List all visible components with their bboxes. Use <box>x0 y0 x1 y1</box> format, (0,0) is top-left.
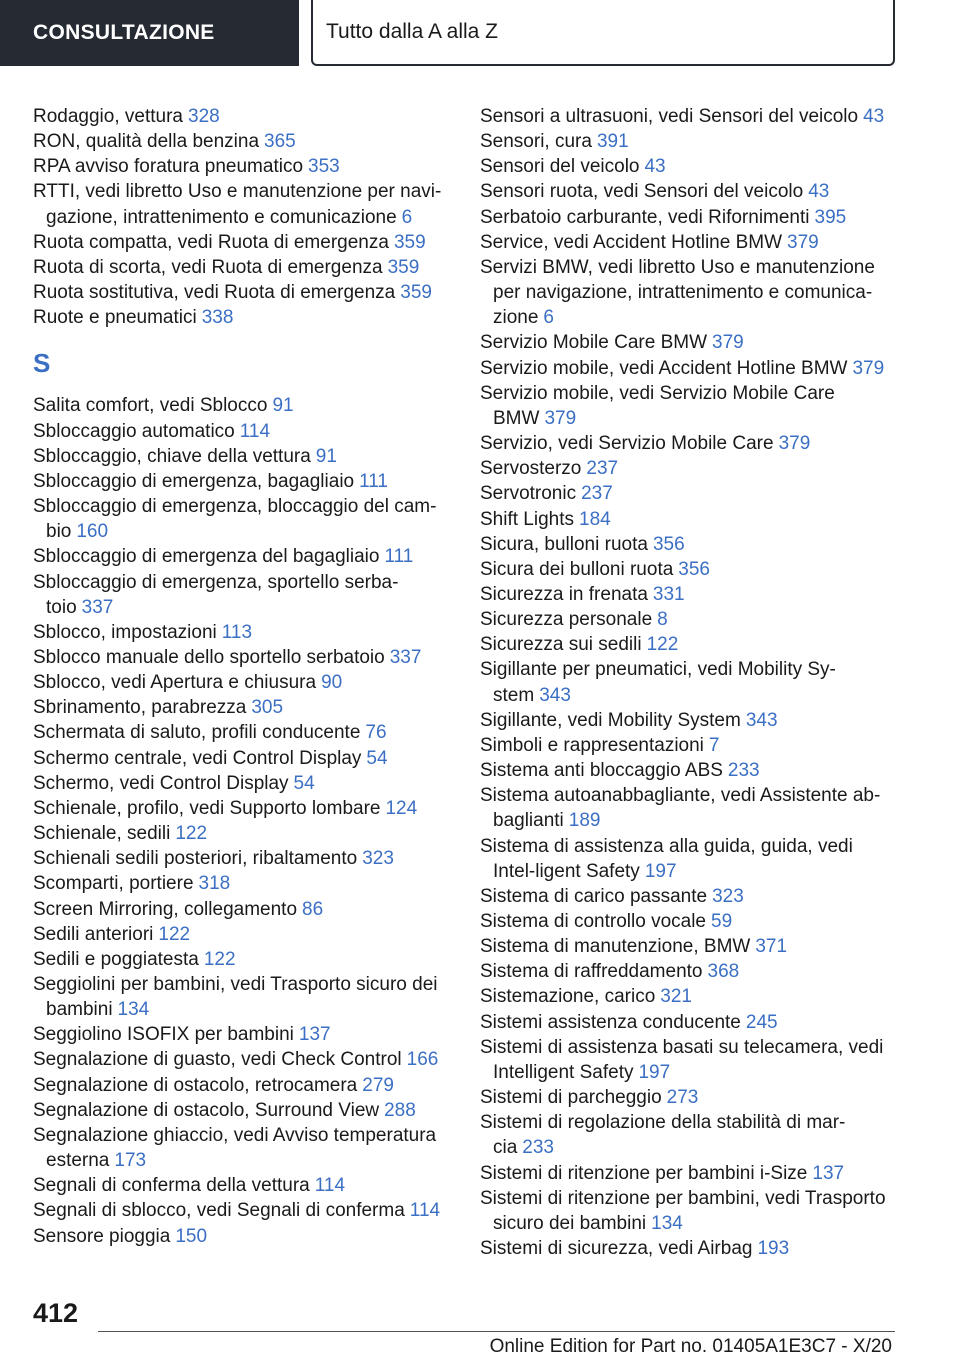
index-entry-label: Sigillante per pneumatici, vedi Mobility Sy‐stem <box>480 659 836 706</box>
index-entry-label: Schermata di saluto, profili conducente <box>33 722 361 744</box>
index-entry-page-link[interactable]: 379 <box>852 357 885 379</box>
index-entry <box>480 255 900 330</box>
index-entry <box>480 783 900 833</box>
index-entry-label: Screen Mirroring, collegamento <box>33 898 298 920</box>
index-entry-page-link[interactable]: 111 <box>384 546 414 568</box>
index-entry-label: Sistema di carico passante <box>480 885 708 907</box>
index-entry-label: Sistema di raffreddamento <box>480 961 703 983</box>
index-entry-page-link[interactable]: 86 <box>302 898 324 920</box>
index-entry-page-link[interactable]: 245 <box>745 1011 778 1033</box>
index-entry-label: Sblocco, impostazioni <box>33 621 217 643</box>
index-entry <box>33 129 453 154</box>
index-entry-page-link[interactable]: 137 <box>812 1162 845 1184</box>
index-entry <box>480 431 900 456</box>
index-entry-page-link[interactable]: 368 <box>707 961 740 983</box>
index-entry-label: Sistemi di sicurezza, vedi Airbag <box>480 1238 753 1260</box>
index-entry <box>33 570 453 620</box>
index-entry <box>33 179 453 229</box>
index-entry-label: Segnalazione di ostacolo, retrocamera <box>33 1074 358 1096</box>
index-entry-label: Sbloccaggio di emergenza, bloccaggio del cam‐bio <box>33 496 437 543</box>
index-entry-page-link[interactable]: 43 <box>644 156 666 178</box>
index-entry-page-link[interactable]: 379 <box>778 433 811 455</box>
index-entry <box>33 746 453 771</box>
index-entry-page-link[interactable]: 379 <box>787 231 819 253</box>
index-entry-page-link[interactable]: 379 <box>712 332 744 354</box>
index-entry-page-link[interactable]: 356 <box>678 558 710 580</box>
index-entry-page-link[interactable]: 59 <box>711 911 733 932</box>
index-entry <box>33 1198 453 1223</box>
index-entry <box>33 1022 453 1047</box>
index-entry <box>33 444 453 469</box>
index-entry <box>33 846 453 871</box>
index-entry <box>480 1186 900 1236</box>
index-entry-page-link[interactable]: 7 <box>708 734 720 756</box>
index-entry-label: Ruota sostitutiva, vedi Ruota di emergenza <box>33 282 396 304</box>
index-entry-page-link[interactable]: 197 <box>644 860 677 882</box>
index-entry-page-link[interactable]: 76 <box>365 722 387 744</box>
index-entry-label: Sbloccaggio di emergenza del bagagliaio <box>33 546 380 568</box>
index-entry-label: Sicura, bulloni ruota <box>480 533 648 555</box>
index-entry-label: Servizi BMW, vedi libretto Uso e manutenzione per navigazione, intrattenimento e comunica‐zione <box>480 256 875 329</box>
index-entry <box>480 758 900 783</box>
index-entry-page-link[interactable]: 233 <box>522 1137 554 1159</box>
index-entry-page-link[interactable]: 371 <box>755 936 788 958</box>
index-entry-page-link[interactable]: 356 <box>652 533 685 555</box>
index-entry <box>480 330 900 355</box>
index-entry-page-link[interactable]: 237 <box>586 458 619 480</box>
index-entry-page-link[interactable]: 150 <box>175 1225 208 1247</box>
page-number: 412 <box>33 1298 79 1328</box>
index-entry-label: Schermo centrale, vedi Control Display <box>33 747 362 769</box>
index-entry-page-link[interactable]: 90 <box>321 672 343 694</box>
index-entry-label: Sensore pioggia <box>33 1225 171 1247</box>
index-entry-page-link[interactable]: 91 <box>315 445 337 467</box>
index-entry-page-link[interactable]: 337 <box>389 646 422 668</box>
index-entry-page-link[interactable]: 114 <box>314 1175 346 1197</box>
index-entry-label: Segnalazione di ostacolo, Surround View <box>33 1099 380 1121</box>
index-entry <box>480 230 900 255</box>
index-entry-label: Seggiolini per bambini, vedi Trasporto sicuro dei bambini <box>33 974 438 1021</box>
index-entry-page-link[interactable]: 54 <box>366 747 388 769</box>
index-entry-label: Ruota di scorta, vedi Ruota di emergenza <box>33 256 383 278</box>
index-entry-page-link[interactable]: 137 <box>298 1024 331 1046</box>
index-entry <box>480 959 900 984</box>
index-entry-label: Servizio, vedi Servizio Mobile Care <box>480 433 774 455</box>
index-entry <box>480 205 900 230</box>
index-entry-label: Sbrinamento, parabrezza <box>33 697 247 719</box>
index-entry-page-link[interactable]: 122 <box>203 948 236 970</box>
index-entry <box>33 1123 453 1173</box>
index-entry-page-link[interactable]: 114 <box>239 420 271 442</box>
section-letter-heading: S <box>33 348 51 379</box>
index-entry-page-link[interactable]: 323 <box>712 885 744 907</box>
index-entry <box>480 657 900 707</box>
index-entry <box>480 1010 900 1035</box>
index-entry-label: Sistemi di ritenzione per bambini, vedi Trasporto sicuro dei bambini <box>480 1187 886 1234</box>
index-entry <box>33 897 453 922</box>
index-entry-label: RPA avviso foratura pneumatico <box>33 156 304 178</box>
index-entry-label: Scomparti, portiere <box>33 873 194 895</box>
index-entry-label: Sistemi di regolazione della stabilità di mar‐cia <box>480 1112 846 1159</box>
index-entry-page-link[interactable]: 305 <box>251 697 284 719</box>
index-entry-label: RON, qualità della benzina <box>33 131 260 153</box>
edition-footer: Online Edition for Part no. 01405A1E3C7 - X/20 <box>489 1336 892 1357</box>
index-entry <box>480 179 900 204</box>
index-entry <box>33 720 453 745</box>
index-entry-label: Segnali di conferma della vettura <box>33 1175 310 1197</box>
index-entry-page-link[interactable]: 134 <box>117 999 150 1021</box>
index-entry <box>480 356 900 381</box>
index-entry-page-link[interactable]: 353 <box>308 156 340 178</box>
index-entry-label: Rodaggio, vettura <box>33 106 183 127</box>
index-entry <box>480 1161 900 1186</box>
index-entry-page-link[interactable]: 321 <box>660 986 692 1008</box>
index-entry-label: Servizio mobile, vedi Servizio Mobile Care BMW <box>480 382 835 429</box>
index-entry-label: Sedili e poggiatesta <box>33 948 199 970</box>
index-entry-label: Sbloccaggio di emergenza, sportello serba‐toio <box>33 571 399 618</box>
index-entry-label: Serbatoio carburante, vedi Rifornimenti <box>480 206 810 228</box>
index-entry-page-link[interactable]: 359 <box>400 282 432 304</box>
index-entry <box>33 1224 453 1249</box>
index-entry-label: Segnalazione di guasto, vedi Check Control <box>33 1049 402 1071</box>
index-entry-page-link[interactable]: 91 <box>272 395 294 417</box>
index-entry-label: Schermo, vedi Control Display <box>33 772 289 794</box>
index-entry-page-link[interactable]: 237 <box>581 483 613 505</box>
index-entry-label: Sedili anteriori <box>33 923 154 945</box>
index-entry-page-link[interactable]: 328 <box>188 106 220 127</box>
index-entry <box>480 984 900 1009</box>
index-entry-label: Service, vedi Accident Hotline BMW <box>480 231 783 253</box>
index-entry <box>480 381 900 431</box>
index-entry-label: Sbloccaggio, chiave della vettura <box>33 445 311 467</box>
index-entry-label: Schienale, sedili <box>33 823 171 845</box>
index-entry-label: Sicurezza personale <box>480 609 653 631</box>
index-entry-page-link[interactable]: 184 <box>579 508 611 530</box>
index-entry <box>480 104 900 129</box>
index-entry-page-link[interactable]: 273 <box>666 1087 699 1109</box>
index-entry-label: Sensori ruota, vedi Sensori del veicolo <box>480 181 804 203</box>
index-entry-page-link[interactable]: 193 <box>757 1238 790 1260</box>
index-entry-label: Servizio Mobile Care BMW <box>480 332 707 354</box>
index-entry <box>33 972 453 1022</box>
index-entry <box>33 255 453 280</box>
footer-divider <box>98 1331 895 1332</box>
index-entry <box>480 1085 900 1110</box>
index-entry <box>33 230 453 255</box>
index-entry-page-link[interactable]: 6 <box>543 307 554 329</box>
index-entry-label: Sicurezza in frenata <box>480 583 648 605</box>
index-group-r <box>33 104 453 330</box>
index-entry-label: Sistemazione, carico <box>480 986 656 1008</box>
index-entry <box>33 104 453 129</box>
index-entry <box>33 393 453 418</box>
index-entry-label: Sistemi assistenza conducente <box>480 1011 741 1033</box>
index-entry-label: Sicura dei bulloni ruota <box>480 558 674 580</box>
index-entry-page-link[interactable]: 43 <box>863 106 885 127</box>
section-tab: CONSULTAZIONE <box>0 0 299 66</box>
index-entry-label: Shift Lights <box>480 508 574 530</box>
index-entry-label: Schienali sedili posteriori, ribaltamento <box>33 848 358 870</box>
index-entry-page-link[interactable]: 122 <box>646 634 679 656</box>
index-entry <box>33 1173 453 1198</box>
index-entry <box>33 620 453 645</box>
index-entry <box>480 1110 900 1160</box>
index-entry-label: Salita comfort, vedi Sblocco <box>33 395 268 417</box>
index-entry-label: Sistema di assistenza alla guida, guida, vedi Intel‐ligent Safety <box>480 835 853 882</box>
index-entry-label: Sensori, cura <box>480 131 592 153</box>
index-entry-page-link[interactable]: 343 <box>745 709 778 731</box>
index-entry-label: Sistema anti bloccaggio ABS <box>480 760 723 782</box>
index-entry-page-link[interactable]: 379 <box>544 407 577 429</box>
index-entry <box>480 632 900 657</box>
index-entry <box>480 557 900 582</box>
index-entry-page-link[interactable]: 343 <box>539 684 571 706</box>
index-entry-page-link[interactable]: 166 <box>406 1049 439 1071</box>
index-entry-label: Sbloccaggio di emergenza, bagagliaio <box>33 470 355 492</box>
index-entry-page-link[interactable]: 338 <box>201 307 234 329</box>
index-entry-label: Schienale, profilo, vedi Supporto lombare <box>33 797 381 819</box>
index-entry-label: Sistemi di assistenza basati su telecamera, vedi Intelligent Safety <box>480 1036 884 1083</box>
index-entry-label: Servizio mobile, vedi Accident Hotline BMW <box>480 357 848 379</box>
index-entry <box>33 1098 453 1123</box>
index-entry-page-link[interactable]: 43 <box>808 181 830 203</box>
index-entry-page-link[interactable]: 323 <box>362 848 394 870</box>
index-entry-page-link[interactable]: 395 <box>814 206 847 228</box>
index-group-s-continued <box>480 104 900 1261</box>
index-entry-label: Sicurezza sui sedili <box>480 634 642 656</box>
index-group-s <box>33 393 453 1248</box>
index-entry <box>33 1047 453 1072</box>
index-entry-label: Sistema di manutenzione, BMW <box>480 936 751 958</box>
index-entry <box>33 280 453 305</box>
index-entry-page-link[interactable]: 331 <box>652 583 685 605</box>
index-entry-label: Sistemi di ritenzione per bambini i-Size <box>480 1162 808 1184</box>
index-entry-page-link[interactable]: 288 <box>384 1099 416 1121</box>
index-entry-label: Sensori del veicolo <box>480 156 640 178</box>
index-entry-label: Servotronic <box>480 483 577 505</box>
index-entry <box>480 607 900 632</box>
index-entry <box>480 507 900 532</box>
index-entry-label: Simboli e rappresentazioni <box>480 734 704 756</box>
index-entry <box>480 708 900 733</box>
index-entry <box>33 469 453 494</box>
index-entry <box>480 1236 900 1261</box>
index-entry <box>33 305 453 330</box>
index-entry-page-link[interactable]: 359 <box>387 256 420 278</box>
index-entry-page-link[interactable]: 54 <box>293 772 315 794</box>
index-entry-label: Seggiolino ISOFIX per bambini <box>33 1024 294 1046</box>
index-entry <box>33 670 453 695</box>
index-entry <box>33 922 453 947</box>
index-entry <box>33 419 453 444</box>
index-entry-page-link[interactable]: 124 <box>385 797 418 819</box>
index-column-left <box>33 104 453 1249</box>
index-entry <box>480 154 900 179</box>
index-entry-label: Ruote e pneumatici <box>33 307 197 329</box>
index-entry-page-link[interactable]: 160 <box>76 521 109 543</box>
index-entry-label: Sistemi di parcheggio <box>480 1087 662 1109</box>
index-entry <box>480 1035 900 1085</box>
index-entry-page-link[interactable]: 122 <box>175 823 208 845</box>
index-entry-label: Segnali di sblocco, vedi Segnali di conferma <box>33 1200 405 1222</box>
topic-tab: Tutto dalla A alla Z <box>311 0 895 66</box>
index-entry-page-link[interactable]: 111 <box>359 470 388 492</box>
index-entry-label: Ruota compatta, vedi Ruota di emergenza <box>33 231 389 253</box>
index-entry <box>480 582 900 607</box>
index-entry-page-link[interactable]: 391 <box>596 131 629 153</box>
index-entry <box>480 129 900 154</box>
index-entry-page-link[interactable]: 359 <box>393 231 426 253</box>
index-column-right <box>480 104 900 1261</box>
index-entry-label: Servosterzo <box>480 458 582 480</box>
index-entry-page-link[interactable]: 134 <box>651 1212 683 1234</box>
index-entry <box>33 1073 453 1098</box>
index-entry-page-link[interactable]: 337 <box>81 596 114 618</box>
index-entry <box>33 154 453 179</box>
index-entry-label: Sblocco manuale dello sportello serbatoio <box>33 646 385 668</box>
index-entry-page-link[interactable]: 189 <box>568 810 601 832</box>
index-entry-page-link[interactable]: 365 <box>264 131 296 153</box>
index-entry-page-link[interactable]: 122 <box>158 923 191 945</box>
index-entry <box>33 796 453 821</box>
index-entry-label: Sigillante, vedi Mobility System <box>480 709 741 731</box>
index-entry <box>33 871 453 896</box>
index-entry-page-link[interactable]: 114 <box>409 1200 441 1222</box>
index-entry <box>480 456 900 481</box>
index-entry-label: Segnalazione ghiaccio, vedi Avviso temperatura esterna <box>33 1124 437 1172</box>
index-entry-label: Sensori a ultrasuoni, vedi Sensori del veicolo <box>480 106 859 127</box>
index-entry-page-link[interactable]: 197 <box>638 1061 671 1083</box>
index-entry-page-link[interactable]: 113 <box>221 621 253 643</box>
index-entry-label: Sblocco, vedi Apertura e chiusura <box>33 672 317 694</box>
index-entry <box>480 532 900 557</box>
index-entry-label: Sistema di controllo vocale <box>480 911 706 932</box>
index-entry-label: RTTI, vedi libretto Uso e manutenzione per navi‐gazione, intrattenimento e comunicazione <box>33 181 442 228</box>
index-entry-label: Sbloccaggio automatico <box>33 420 235 442</box>
index-entry <box>33 494 453 544</box>
index-entry <box>480 481 900 506</box>
index-entry-page-link[interactable]: 279 <box>362 1074 394 1096</box>
index-entry-page-link[interactable]: 173 <box>114 1150 147 1172</box>
index-entry-page-link[interactable]: 6 <box>401 206 413 228</box>
index-entry-label: Sistema autoanabbagliante, vedi Assistente ab‐baglianti <box>480 785 881 832</box>
index-entry <box>480 733 900 758</box>
index-entry <box>33 645 453 670</box>
index-entry <box>480 884 900 909</box>
index-entry-page-link[interactable]: 233 <box>727 760 760 782</box>
index-entry <box>33 947 453 972</box>
index-entry <box>480 834 900 884</box>
index-entry <box>480 909 900 934</box>
index-entry <box>33 771 453 796</box>
index-entry <box>33 821 453 846</box>
index-entry-page-link[interactable]: 8 <box>657 609 668 631</box>
index-entry <box>480 934 900 959</box>
index-entry-page-link[interactable]: 318 <box>198 873 231 895</box>
index-entry <box>33 695 453 720</box>
index-entry <box>33 544 453 569</box>
